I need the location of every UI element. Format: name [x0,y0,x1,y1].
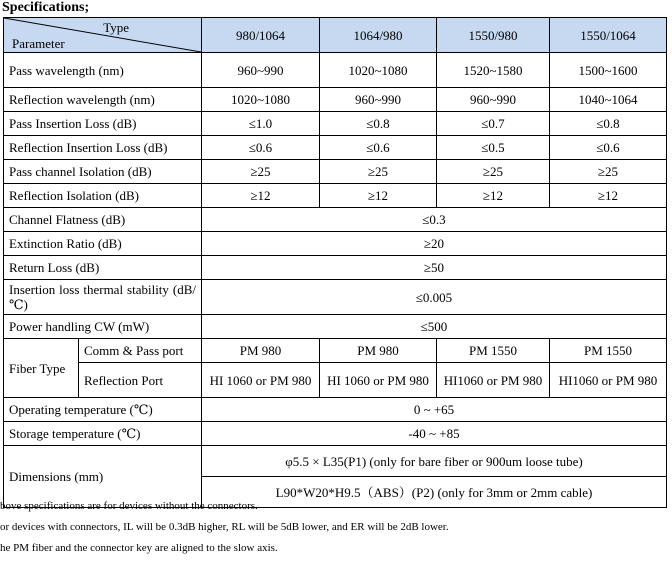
table-cell: ≤0.7 [437,112,550,136]
table-cell: ≥25 [320,160,437,184]
table-cell: PM 980 [202,339,320,363]
table-cell: ≥12 [550,184,667,208]
row-label: Dimensions (mm) [4,446,202,508]
row-label: Power handling CW (mW) [4,315,202,339]
table-row [4,446,667,477]
table-cell: ≤0.8 [550,112,667,136]
row-label: Fiber Type [4,339,79,398]
table-row [4,398,667,422]
header-parameter-label: Parameter [12,36,65,51]
header-type-label: Type [103,20,129,35]
table-cell: φ5.5 × L35(P1) (only for bare fiber or 900um loose tube) [202,446,667,477]
row-label: Reflection wavelength (nm) [4,88,202,112]
header-row [4,18,667,53]
row-label: Extinction Ratio (dB) [4,232,202,256]
table-cell: ≥50 [202,256,667,280]
column-header: 1550/1064 [550,18,667,53]
table-cell: 1040~1064 [550,88,667,112]
header-corner-cell [4,18,202,53]
table-cell: ≤0.6 [202,136,320,160]
table-cell: ≤0.6 [550,136,667,160]
note-line: or devices with connectors, IL will be 0.3dB higher, RL will be 5dB lower, and ER will be 2dB lower. [0,521,449,533]
table-cell: 1500~1600 [550,53,667,88]
table-cell: 1020~1080 [202,88,320,112]
column-header: 1550/980 [437,18,550,53]
table-cell: ≥25 [550,160,667,184]
table-cell: HI 1060 or PM 980 [320,363,437,398]
table-cell: ≤0.8 [320,112,437,136]
table-row [4,184,667,208]
row-label: Storage temperature (℃) [4,422,202,446]
row-label: Return Loss (dB) [4,256,202,280]
table-row [4,315,667,339]
row-label: Pass Insertion Loss (dB) [4,112,202,136]
table-cell: PM 1550 [437,339,550,363]
note-line: he PM fiber and the connector key are aligned to the slow axis. [0,542,278,554]
table-cell: ≥25 [202,160,320,184]
table-cell: ≥12 [202,184,320,208]
table-cell: L90*W20*H9.5（ABS）(P2) (only for 3mm or 2mm cable) [202,477,667,508]
table-row [4,339,667,363]
sub-row-label: Comm & Pass port [79,339,202,363]
specifications-table [3,17,667,508]
table-cell: ≥12 [320,184,437,208]
table-cell: ≥12 [437,184,550,208]
table-cell: PM 1550 [550,339,667,363]
column-header: 1064/980 [320,18,437,53]
row-label: Channel Flatness (dB) [4,208,202,232]
table-row [4,256,667,280]
table-cell: ≤1.0 [202,112,320,136]
row-label: Operating temperature (℃) [4,398,202,422]
table-cell: HI1060 or PM 980 [437,363,550,398]
table-cell: PM 980 [320,339,437,363]
table-cell: 1520~1580 [437,53,550,88]
table-cell: ≤0.5 [437,136,550,160]
table-cell: 960~990 [437,88,550,112]
table-cell: ≥20 [202,232,667,256]
table-row [4,280,667,315]
column-header: 980/1064 [202,18,320,53]
table-row [4,112,667,136]
table-row [4,232,667,256]
table-row [4,136,667,160]
table-row [4,53,667,88]
row-label: Reflection Isolation (dB) [4,184,202,208]
table-row [4,160,667,184]
table-cell: 960~990 [320,88,437,112]
table-cell: HI1060 or PM 980 [550,363,667,398]
notes [0,496,449,559]
row-label: Pass wavelength (nm) [4,53,202,88]
table-cell: 960~990 [202,53,320,88]
row-label: Insertion loss thermal stability (dB/℃) [4,280,202,315]
section-heading: Specifications; [2,0,90,15]
row-label: Reflection Insertion Loss (dB) [4,136,202,160]
table-cell: ≤0.3 [202,208,667,232]
table-row [4,88,667,112]
table-cell: ≤500 [202,315,667,339]
sub-row-label: Reflection Port [79,363,202,398]
note-line: bove specifications are for devices without the connectors. [0,500,258,512]
table-cell: ≤0.6 [320,136,437,160]
table-cell: 1020~1080 [320,53,437,88]
table-row [4,363,667,398]
table-cell: ≥25 [437,160,550,184]
table-row [4,422,667,446]
table-cell: 0 ~ +65 [202,398,667,422]
table-cell: HI 1060 or PM 980 [202,363,320,398]
table-cell: -40 ~ +85 [202,422,667,446]
table-cell: ≤0.005 [202,280,667,315]
table-row [4,208,667,232]
row-label: Pass channel Isolation (dB) [4,160,202,184]
